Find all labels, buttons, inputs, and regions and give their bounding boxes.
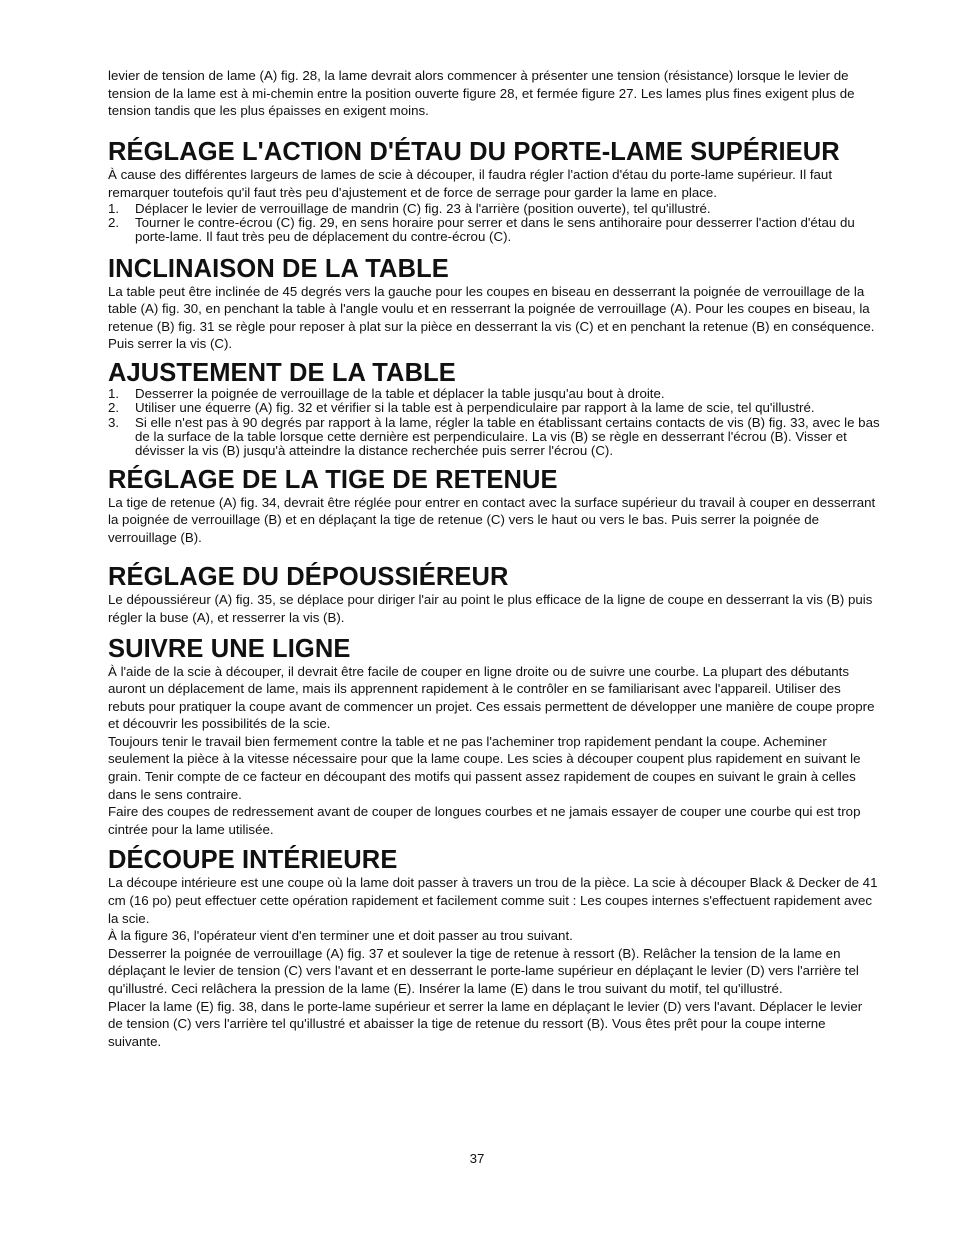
section-text: À cause des différentes largeurs de lames de scie à découper, il faudra régler l'action d'étau du porte-lame supérieur. Il faut remarquer toutefois qu'il faut très peu d'ajustement et de force de serrage pour garder la lame en place. — [108, 166, 833, 200]
page-number: 37 — [469, 1151, 485, 1166]
section-text: Toujours tenir le travail bien fermement contre la table et ne pas l'acheminer trop rapidement pendant la coupe. Acheminer seulement la pièce à la vitesse nécessaire pour que la lame coupe. Les scies à découper coupent plus rapidement en suivant le grain. Tenir compte de ce facteur en découpant des motifs qui passent assez rapidement de coupes en suivant le grain à celles dans le sens contraire. — [108, 733, 861, 802]
section-text: Faire des coupes de redressement avant de couper de longues courbes et ne jamais essayer de couper une courbe qui est trop cintrée pour la lame utilisée. — [108, 804, 861, 837]
section-heading: DÉCOUPE INTÉRIEURE — [108, 846, 398, 875]
section-dust-blower — [108, 563, 880, 626]
section-text: Placer la lame (E) fig. 38, dans le porte-lame supérieur et serrer la lame en déplaçant le levier (D) vers l'avant. Déplacer le levier de tension (C) vers l'arrière tel qu'illustré et abaisser la tige de retenue du ressort (B). Vous êtes prêt pour la coupe interne suivante. — [108, 998, 863, 1049]
list-item: 3. Si elle n'est pas à 90 degrés par rapport à la lame, régler la table en établissant certains contacts de vis (B) fig. 33, avec le bas de la surface de la table lorsque cette dernière est perpendiculaire. La vis (B) se règle en desserrant l'écrou (B). Visser et dévisser la vis (B) jusqu'à atteindre la distance recherchée puis serrer l'écrou (C). — [108, 414, 880, 459]
section-hold-down-rod — [108, 466, 880, 547]
steps-list — [108, 202, 880, 245]
section-heading: INCLINAISON DE LA TABLE — [108, 254, 449, 283]
section-text: La tige de retenue (A) fig. 34, devrait être réglée pour entrer en contact avec la surface supérieur du travail à couper en desserrant la poignée de verrouillage (B) et en déplaçant la tige de retenue (C) vers le haut ou vers le bas. Puis serrer la poignée de verrouillage (B). — [108, 494, 876, 545]
steps-list — [108, 387, 880, 458]
section-heading: AJUSTEMENT DE LA TABLE — [108, 359, 456, 388]
list-item: 1. Desserrer la poignée de verrouillage de la table et déplacer la table jusqu'au bout à droite. — [108, 386, 665, 402]
section-table-tilt — [108, 255, 880, 353]
section-interior-cutting — [108, 846, 880, 1050]
document-page — [108, 67, 880, 1050]
section-text: À l'aide de la scie à découper, il devrait être facile de couper en ligne droite ou de suivre une courbe. La plupart des débutants auront un déplacement de lame, mais ils apprennent rapidement à le contrôler en se familiarisant avec l'appareil. Utiliser des rebuts pour pratiquer la coupe avant de commencer un projet. Ces essais permettent de développer une manière de coupe propre et découvrir les possibilités de la scie. — [108, 663, 875, 732]
section-text: Desserrer la poignée de verrouillage (A) fig. 37 et soulever la tige de retenue à ressort (B). Relâcher la tension de la lame en déplaçant le levier de tension (C) vers l'avant et en desserrant le porte-lame supérieur en déplaçant le levier (D) vers l'arrière tel qu'illustré. Ceci relâchera la pression de la lame (E). Insérer la lame (E) dans le trou suivant du motif, tel qu'illustré. — [108, 945, 859, 996]
section-table-adjustment — [108, 359, 880, 458]
section-heading: RÉGLAGE L'ACTION D'ÉTAU DU PORTE-LAME SUPÉRIEUR — [108, 137, 840, 166]
list-item: 1. Déplacer le levier de verrouillage de mandrin (C) fig. 23 à l'arrière (position ouverte), tel qu'illustré. — [108, 200, 711, 216]
intro-paragraph: levier de tension de lame (A) fig. 28, la lame devrait alors commencer à présenter une tension (résistance) lorsque le levier de tension de la lame est à mi-chemin entre la position ouverte figure 28, et fermée figure 27. Les lames plus fines exigent plus de tension tandis que les plus épaisses en exigent moins. — [108, 68, 855, 119]
section-text: La table peut être inclinée de 45 degrés vers la gauche pour les coupes en biseau en desserrant la poignée de verrouillage de la table (A) fig. 30, en penchant la table à l'angle voulu et en resserrant la poignée de verrouillage (A). Pour les coupes en biseau, la retenue (B) fig. 31 se règle pour reposer à plat sur la pièce en desserrant la vis (C) et en penchant la retenue (B) en conséquence. Puis serrer la vis (C). — [108, 283, 875, 352]
section-text: La découpe intérieure est une coupe où la lame doit passer à travers un trou de la pièce. La scie à découper Black & Decker de 41 cm (16 po) peut effectuer cette opération rapidement et facilement comme suit : Les coupes internes s'effectuent rapidement avec la scie. — [108, 875, 878, 926]
list-item: 2. Utiliser une équerre (A) fig. 32 et vérifier si la table est à perpendiculaire par rapport à la lame de scie, tel qu'illustré. — [108, 400, 815, 416]
section-follow-line — [108, 635, 880, 839]
section-text: À la figure 36, l'opérateur vient d'en terminer une et doit passer au trou suivant. — [108, 928, 573, 944]
section-heading: SUIVRE UNE LIGNE — [108, 634, 351, 663]
section-heading: RÉGLAGE DE LA TIGE DE RETENUE — [108, 465, 558, 494]
section-upper-blade-clamp — [108, 138, 880, 245]
section-heading: RÉGLAGE DU DÉPOUSSIÉREUR — [108, 563, 509, 592]
list-item: 2. Tourner le contre-écrou (C) fig. 29, en sens horaire pour serrer et dans le sens antihoraire pour desserrer l'action d'étau du porte-lame. Il faut très peu de déplacement du contre-écrou (C). — [108, 215, 855, 245]
section-text: Le dépoussiéreur (A) fig. 35, se déplace pour diriger l'air au point le plus efficace de la ligne de coupe en desserrant la vis (B) puis régler la buse (A), et resserrer la vis (B). — [108, 592, 873, 625]
